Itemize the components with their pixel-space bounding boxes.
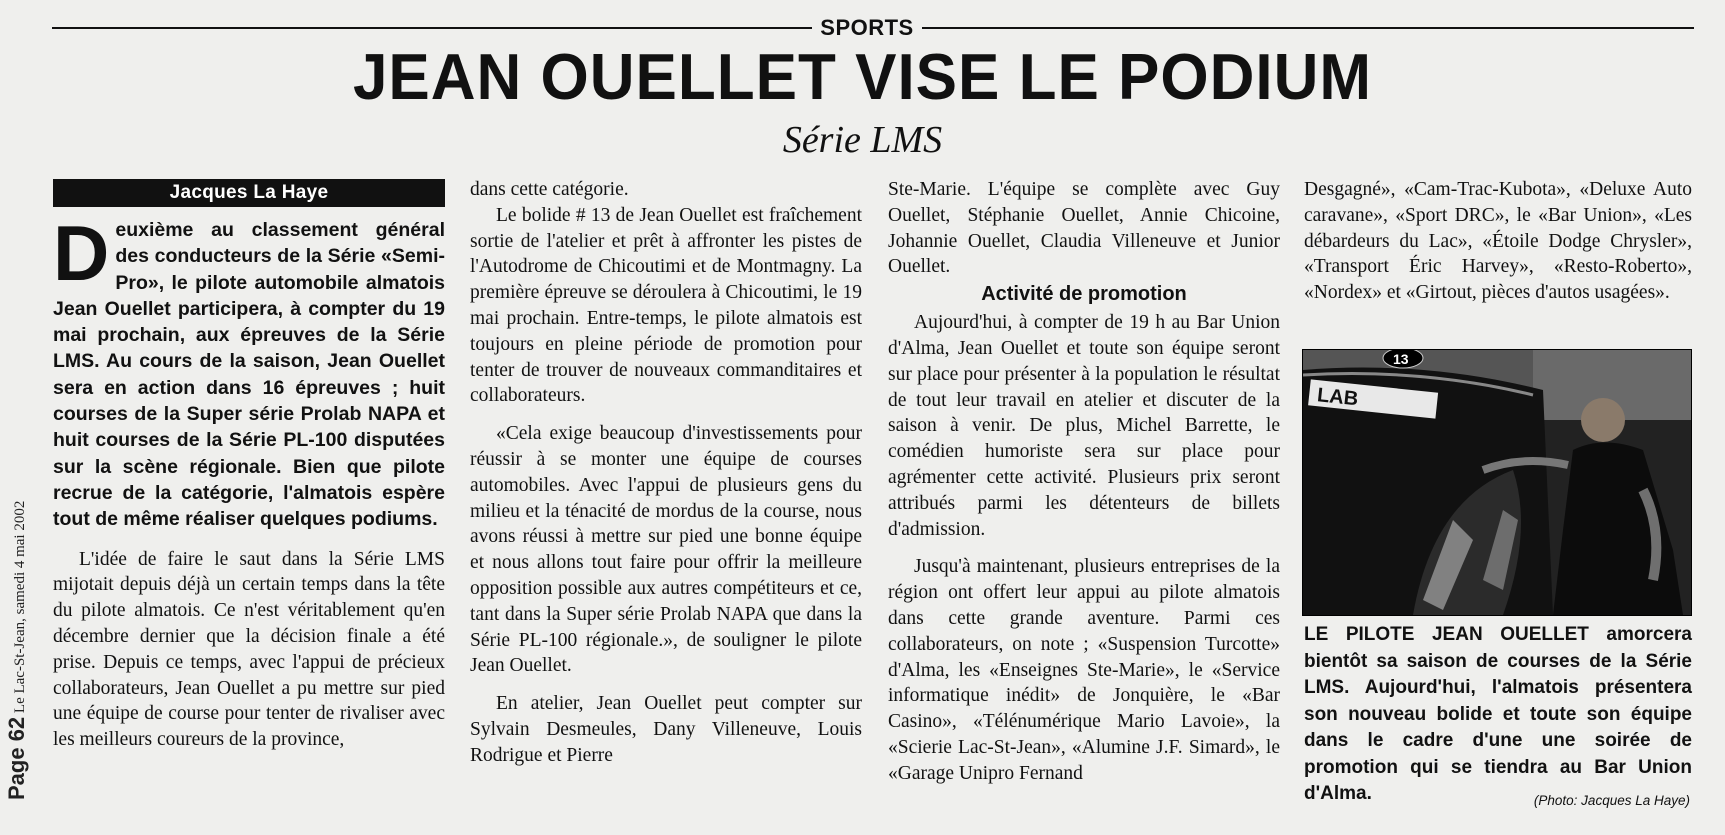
body-paragraph: dans cette catégorie. <box>470 179 629 200</box>
section-label: SPORTS <box>820 15 914 40</box>
subheadline: Série LMS <box>782 119 943 161</box>
body-paragraph: Le bolide # 13 de Jean Ouellet est fraîchement sortie de l'atelier et prêt à affronter les pistes de l'Autodrome de Chicoutimi et de Montmagny. La première épreuve se déroulera à Chicoutimi, le 19 mai prochain. Entre-temps, le pilote almatois est toujours en pleine période de promotion pour tenter de trouver de nouveaux commanditaires et collaborateurs. <box>470 204 862 407</box>
car-number: 13 <box>1393 351 1409 367</box>
headline: JEAN OUELLET VISE LE PODIUM <box>352 41 1373 114</box>
photo-caption: LE PILOTE JEAN OUELLET amorcera bientôt sa saison de courses de la Série LMS. Aujourd'hui, l'almatois présentera son nouveau bolide et toute son équipe dans le cadre d'une une soirée de promotion qui se tiendra au Bar Union d'Alma. <box>1304 624 1692 804</box>
page-number: Page 62 <box>4 716 29 800</box>
publication-line: Le Lac-St-Jean, samedi 4 mai 2002 <box>12 500 28 714</box>
byline: Jacques La Haye <box>53 179 445 207</box>
lead-text: euxième au classement général des conducteurs de la Série «Semi-Pro», le pilote automobile almatois Jean Ouellet participera, à compter du 19 mai prochain, aux épreuves de la Série LMS. Au cours de la saison, Jean Ouellet sera en action dans 16 épreuves ; huit courses de la Super série Prolab NAPA et huit courses de la Série PL-100 disputées sur la scène régionale. Bien que pilote recrue de la catégorie, l'almatois espère tout de même réaliser quelques podiums. <box>53 219 445 531</box>
page-folio <box>4 400 32 800</box>
article-column-1 <box>53 179 445 753</box>
body-paragraph: Jusqu'à maintenant, plusieurs entreprises de la région ont offert leur appui au pilote almatois dans cette grande aventure. Parmi ces collaborateurs, on note ; «Suspension Turcotte» d'Alma, les «Enseignes Ste-Marie», le «Service informatique inédit» de Jonquière, le «Bar Casino», «Télénumérique Mario Lavoie», la «Scierie Lac-St-Jean», «Alumine J.F. Simard», le «Garage Unipro Fernand <box>888 556 1280 784</box>
top-rule-left <box>52 27 812 29</box>
body-paragraph: L'idée de faire le saut dans la Série LMS mijotait depuis déjà un certain temps dans la tête du pilote almatois. Ce n'est véritablement qu'en décembre dernier que la décision finale a été prise. Depuis ce temps, avec l'appui de précieux collaborateurs, Jean Ouellet a pu mettre sur pied une équipe de course pour tenter de rivaliser avec les meilleurs coureurs de la province, <box>53 548 445 751</box>
body-paragraph: Desgagné», «Cam-Trac-Kubota», «Deluxe Auto caravane», «Sport DRC», le «Bar Union», «Les débardeurs du Lac», «Étoile Dodge Chrysler», «Transport Éric Harvey», «Resto-Roberto», «Nordex» et «Girtout, pièces d'autos usagées». <box>1304 179 1692 304</box>
body-paragraph: En atelier, Jean Ouellet peut compter sur Sylvain Desmeules, Dany Villeneuve, Louis Rodrigue et Pierre <box>470 693 862 766</box>
article-column-3 <box>888 177 1280 787</box>
body-paragraph: Ste-Marie. L'équipe se complète avec Guy Ouellet, Stéphanie Ouellet, Annie Chicoine, Johannie Ouellet, Claudia Villeneuve et Junior Ouellet. <box>888 179 1280 278</box>
photo-illustration <box>1303 350 1691 615</box>
body-paragraph: «Cela exige beaucoup d'investissements pour réussir à se monter une équipe de courses automobiles. Avec l'appui de plusieurs gens du milieu et la ténacité de mordus de la course, nous avons réussi à mettre sur pied une bonne équipe et nous allons tout faire pour offrir la meilleure opposition possible aux autres compétiteurs et ce, tant dans la Super série Prolab NAPA que dans la Série PL-100 régionale.», de souligner le pilote Jean Ouellet. <box>470 423 862 677</box>
drop-cap: D <box>53 209 110 297</box>
top-rule-right <box>922 27 1694 29</box>
article-column-2 <box>470 177 862 769</box>
photo-decal-text: LAB <box>1316 384 1360 411</box>
subhead: Activité de promotion <box>981 283 1187 306</box>
photo-credit: (Photo: Jacques La Haye) <box>1533 793 1690 808</box>
body-paragraph: Aujourd'hui, à compter de 19 h au Bar Union d'Alma, Jean Ouellet et toute son équipe seront sur place pour présenter à la population le résultat de tout leur travail en atelier et discuter de la saison à venir. De plus, Michel Barrette, le comédien humoriste sera sur place pour agrémenter cette activité. Plusieurs prix seront attribués parmi les détenteurs de billets d'admission. <box>888 312 1280 540</box>
lead-paragraph <box>53 209 445 533</box>
article-column-4 <box>1304 177 1692 306</box>
race-car-photo <box>1302 349 1692 616</box>
